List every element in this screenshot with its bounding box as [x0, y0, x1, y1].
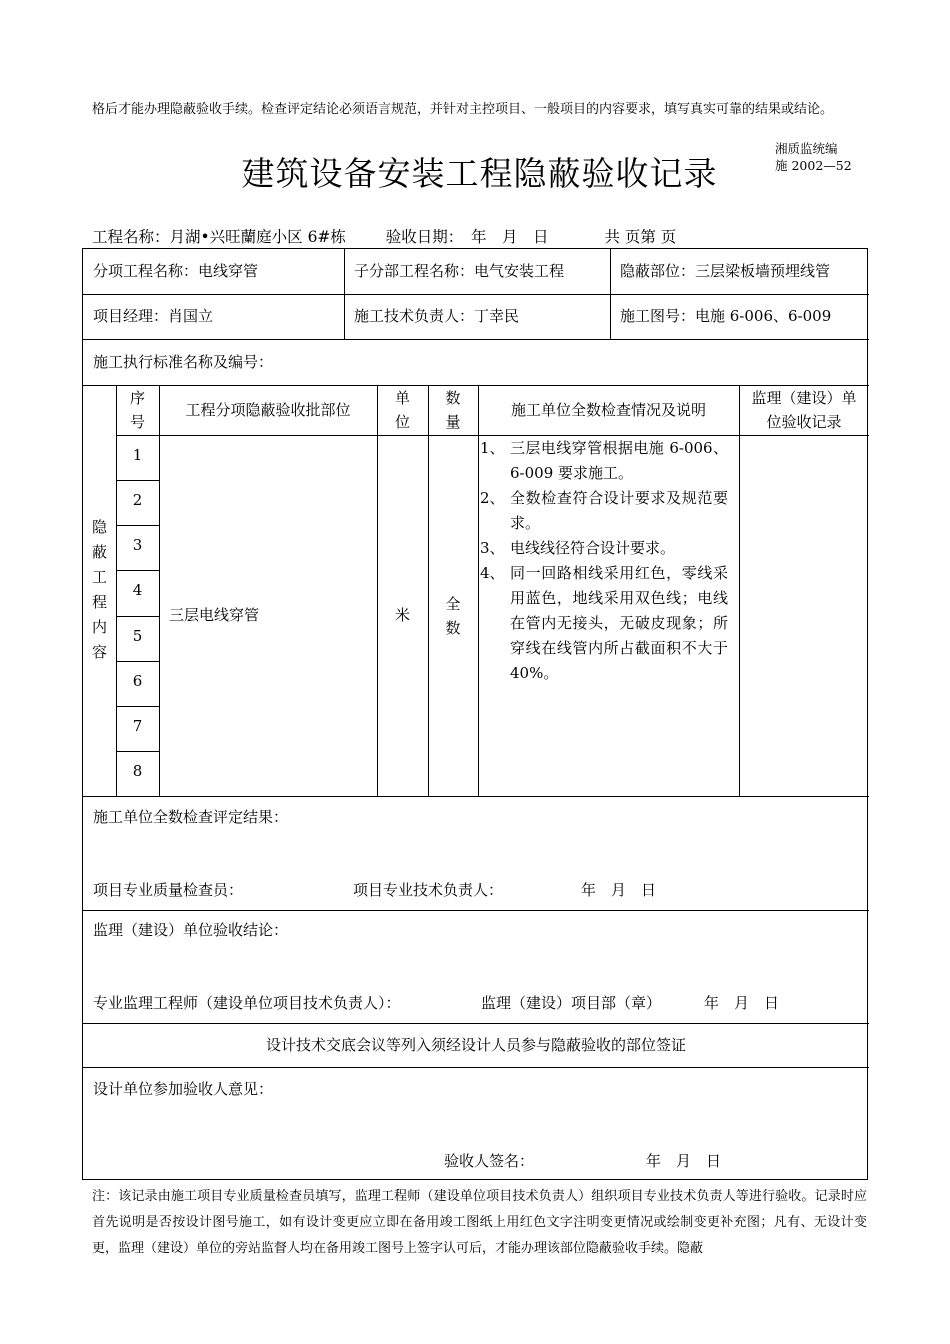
result-date: 年 月 日: [581, 881, 657, 899]
row-line: [116, 751, 159, 752]
row-line: [83, 1067, 869, 1068]
hidden-part: 隐蔽部位：三层梁板墙预埋线管: [620, 262, 831, 280]
row-number: 7: [132, 717, 143, 735]
drawing-number: 施工图号：电施 6-006、6-009: [620, 307, 832, 325]
header-unit: 单 位: [394, 389, 410, 431]
row-line: [83, 1023, 869, 1024]
row-line: [116, 661, 159, 662]
row-line: [116, 525, 159, 526]
header-check: 施工单位全数检查情况及说明: [510, 401, 706, 419]
col-line: [610, 249, 611, 339]
check-item: 3、 电线线径符合设计要求。: [480, 539, 676, 557]
form-code-line1: 湘质监统编: [775, 141, 838, 156]
page-count: 共 页第 页: [604, 228, 677, 246]
header-part: 工程分项隐蔽验收批部位: [185, 401, 351, 419]
top-note: 格后才能办理隐蔽验收手续。检查评定结论必须语言规范，并针对主控项目、一般项目的内容要求，填写真实可靠的结果或结论。: [92, 102, 834, 117]
design-row: 设计技术交底会议等列入须经设计人员参与隐蔽验收的部位签证: [265, 1036, 686, 1054]
check-item: 1、 三层电线穿管根据电施 6-006、6-009 要求施工。: [480, 439, 728, 482]
project-manager: 项目经理：肖国立: [93, 307, 214, 325]
col-line: [159, 385, 160, 796]
row-line: [116, 480, 159, 481]
tech-responsible: 项目专业技术负责人：: [353, 881, 504, 899]
row-line: [83, 294, 869, 295]
row-line: [116, 706, 159, 707]
info-line: [92, 225, 676, 247]
check-item: 2、 全数检查符合设计要求及规范要求。: [480, 489, 728, 532]
item-part: 三层电线穿管: [169, 606, 260, 624]
col-line: [478, 385, 479, 796]
design-date: 年 月 日: [646, 1152, 722, 1170]
check-description: [480, 436, 728, 686]
sub-item-name: 分项工程名称：电线穿管: [93, 262, 259, 280]
row-number: 8: [132, 762, 143, 780]
header-seq: 序 号: [129, 389, 145, 431]
col-line: [428, 385, 429, 796]
bottom-note: 注：该记录由施工项目专业质量检查员填写，监理工程师（建设单位项目技术负责人）组织项目专业技术负责人等进行验收。记录时应首先说明是否按设计图号施工，如有设计变更应立即在备用竣工图纸上用红色文字注明变更情况或绘制变更补充图；凡有、无设计变更，监理（建设）单位的旁站监督人均在备用竣工图号上签字认可后，才能办理该部位隐蔽验收手续。隐蔽: [92, 1189, 867, 1256]
supervision-dept: 监理（建设）项目部（章）: [481, 994, 662, 1012]
row-line: [116, 616, 159, 617]
design-opinion-label: 设计单位参加验收人意见：: [93, 1080, 274, 1098]
row-line: [83, 339, 869, 340]
col-line: [739, 385, 740, 796]
side-label: 隐 蔽 工 程 内 容: [91, 518, 107, 661]
row-number: 5: [132, 627, 143, 645]
tech-lead: 施工技术负责人：丁幸民: [354, 307, 520, 325]
row-number: 2: [132, 491, 143, 509]
supervision-engineer: 专业监理工程师（建设单位项目技术负责人）：: [93, 994, 401, 1012]
row-number: 3: [132, 536, 143, 554]
header-qty: 数 量: [445, 389, 461, 431]
project-name: 工程名称：月湖•兴旺蘭庭小区 6#栋: [92, 228, 346, 246]
row-line: [116, 570, 159, 571]
form-code-line2: 施 2002—52: [775, 158, 852, 173]
row-line: [83, 910, 869, 911]
acceptor-signature: 验收人签名：: [444, 1152, 535, 1170]
acceptance-form: [82, 248, 868, 1180]
supervision-conclusion-label: 监理（建设）单位验收结论：: [93, 921, 289, 939]
row-line: [83, 796, 869, 797]
header-supervision: 监理（建设）单 位验收记录: [751, 389, 857, 431]
row-number: 6: [132, 672, 143, 690]
col-line: [344, 249, 345, 339]
acceptance-date: 验收日期： 年 月 日: [385, 228, 549, 246]
construction-result-label: 施工单位全数检查评定结果：: [93, 808, 289, 826]
item-qty: 全 数: [445, 595, 461, 637]
quality-inspector: 项目专业质量检查员：: [93, 881, 244, 899]
row-number: 1: [132, 446, 143, 464]
row-number: 4: [132, 581, 143, 599]
check-item: 4、 同一回路相线采用红色，零线采用蓝色，地线采用双色线；电线在管内无接头，无破皮现象；所穿线在线管内所占截面积不大于 40%。: [480, 564, 728, 682]
supervision-date: 年 月 日: [704, 994, 780, 1012]
sub-division-name: 子分部工程名称：电气安装工程: [354, 262, 565, 280]
col-line: [377, 385, 378, 796]
item-unit: 米: [394, 606, 410, 624]
page-title: 建筑设备安装工程隐蔽验收记录: [241, 154, 718, 193]
standard-label: 施工执行标准名称及编号：: [93, 353, 274, 371]
